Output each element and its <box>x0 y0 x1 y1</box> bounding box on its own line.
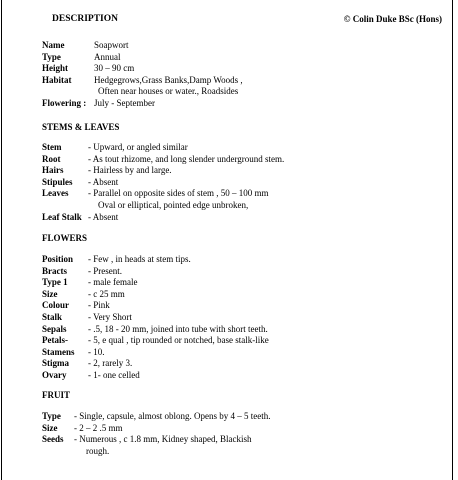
flowers-row <box>42 347 442 359</box>
intro-row-habitat-cont <box>42 86 442 98</box>
flowers-row <box>42 300 442 312</box>
fruit-row <box>42 411 442 423</box>
field-value: - Very Short <box>88 311 132 322</box>
field-label: Stamens <box>42 346 75 357</box>
field-label: Type 1 <box>42 277 68 288</box>
field-value: Annual <box>94 51 121 62</box>
field-label: Habitat <box>42 74 72 85</box>
intro-row-height <box>42 63 442 75</box>
stems-row <box>42 165 442 177</box>
field-value: - Parallel on opposite sides of stem , 50 – 100 mm <box>88 188 269 199</box>
document-header <box>52 14 442 28</box>
intro-row-name <box>42 40 442 52</box>
stems-row <box>42 177 442 189</box>
stems-row <box>42 188 442 200</box>
field-value: - Present. <box>88 265 122 276</box>
field-value-continuation: Often near houses or water., Roadsides <box>98 86 239 97</box>
fruit-row <box>42 434 442 446</box>
flowers-row <box>42 370 442 382</box>
flowers-row <box>42 324 442 336</box>
field-value-continuation: rough. <box>86 445 110 456</box>
field-label: Flowering : <box>42 97 87 108</box>
field-value: 30 – 90 cm <box>94 63 135 74</box>
field-value: - 2 – 2 .5 mm <box>74 422 123 433</box>
field-value: - As tout rhizome, and long slender underground stem. <box>88 153 285 164</box>
field-value: - 2, rarely 3. <box>88 358 133 369</box>
flowers-row <box>42 277 442 289</box>
field-value: - Upward, or angled similar <box>88 142 188 152</box>
flowers-row <box>42 335 442 347</box>
field-label: Position <box>42 254 74 264</box>
field-value: - Numerous , c 1.8 mm, Kidney shaped, Blackish <box>74 434 252 445</box>
flowers-block <box>42 254 442 382</box>
field-label: Sepals <box>42 323 67 334</box>
field-value: - 10. <box>88 346 105 357</box>
field-value: - Pink <box>88 300 110 311</box>
field-value: - .5, 18 - 20 mm, joined into tube with short teeth. <box>88 323 268 334</box>
field-label: Colour <box>42 300 69 311</box>
field-value-continuation: Oval or elliptical, pointed edge unbroken, <box>98 199 249 210</box>
field-label: Stigma <box>42 358 69 369</box>
field-value: - Absent <box>88 176 119 187</box>
field-label: Root <box>42 153 61 164</box>
field-label: Size <box>42 288 58 299</box>
field-value: - 5, e qual , tip rounded or notched, base stalk-like <box>88 335 269 346</box>
flowers-row <box>42 289 442 301</box>
flowers-row <box>42 266 442 278</box>
field-value: Soapwort <box>94 40 129 50</box>
field-label: Bracts <box>42 265 67 276</box>
field-label: Stalk <box>42 311 63 322</box>
field-label: Leaves <box>42 188 69 199</box>
document-title: DESCRIPTION <box>52 14 118 24</box>
field-value: July - September <box>94 97 155 108</box>
field-label: Type <box>42 411 61 421</box>
left-border-line <box>1 0 2 480</box>
field-label: Size <box>42 422 58 433</box>
field-label: Petals- <box>42 335 68 346</box>
section-title-fruit: FRUIT <box>42 390 71 400</box>
field-value: - Hairless by and large. <box>88 165 172 176</box>
field-label: Hairs <box>42 165 64 176</box>
field-value: - 1- one celled <box>88 369 140 380</box>
field-label: Type <box>42 51 61 62</box>
field-label: Leaf Stalk <box>42 211 82 222</box>
field-value: - Absent <box>88 211 119 222</box>
intro-row-type <box>42 52 442 64</box>
stems-row <box>42 142 442 154</box>
field-label: Seeds <box>42 434 64 445</box>
fruit-row <box>42 423 442 435</box>
stems-row <box>42 212 442 224</box>
stems-row <box>42 154 442 166</box>
flowers-row <box>42 312 442 324</box>
fruit-block <box>42 411 442 457</box>
right-border-line <box>452 0 453 480</box>
stems-row-continuation <box>42 200 442 212</box>
intro-row-flowering <box>42 98 442 110</box>
intro-block <box>42 40 442 110</box>
field-label: Stipules <box>42 176 73 187</box>
fruit-row-continuation <box>42 446 442 458</box>
field-label: Height <box>42 63 68 74</box>
field-value: - Single, capsule, almost oblong. Opens by 4 – 5 teeth. <box>74 411 271 421</box>
stems-block <box>42 142 442 223</box>
intro-row-habitat <box>42 75 442 87</box>
field-label: Ovary <box>42 369 67 380</box>
section-title-stems: STEMS & LEAVES <box>42 122 120 132</box>
field-value: Hedgegrows,Grass Banks,Damp Woods , <box>94 74 243 85</box>
field-value: - Few , in heads at stem tips. <box>88 254 191 264</box>
field-label: Stem <box>42 142 62 152</box>
section-title-flowers: FLOWERS <box>42 233 88 243</box>
field-value: - c 25 mm <box>88 288 125 299</box>
copyright-notice: © Colin Duke BSc (Hons) <box>343 14 442 24</box>
flowers-row <box>42 358 442 370</box>
field-label: Name <box>42 40 65 50</box>
flowers-row <box>42 254 442 266</box>
field-value: - male female <box>88 277 138 288</box>
